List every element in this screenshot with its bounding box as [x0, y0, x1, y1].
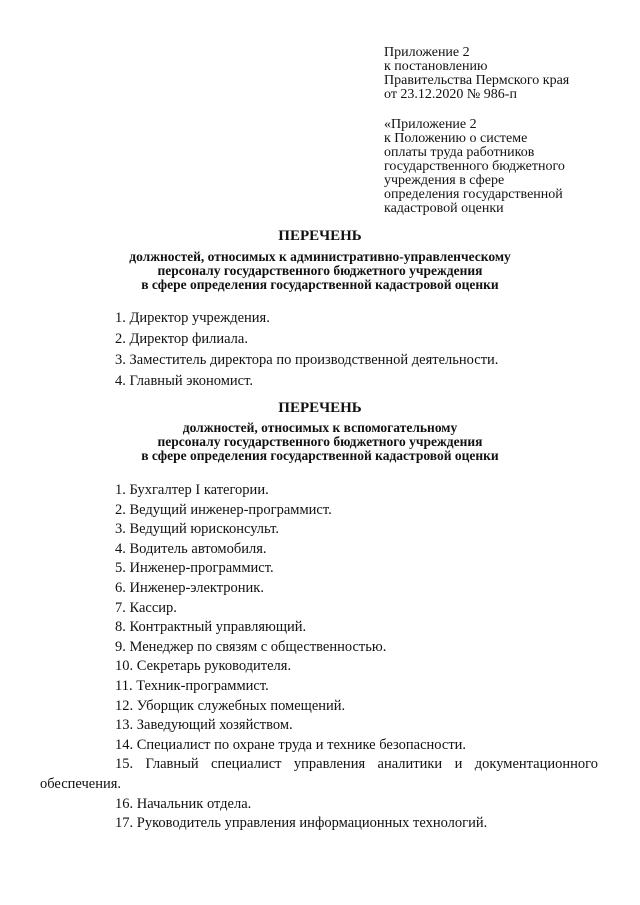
subtitle-line: должностей, относимых к вспомогательному — [182, 420, 458, 435]
section2-title: ПЕРЕЧЕНЬ — [278, 400, 362, 416]
section2-subtitle — [60, 421, 580, 463]
appendix-reference-block — [384, 118, 624, 216]
subtitle-line: должностей, относимых к административно-управленческому — [129, 249, 511, 264]
list-item: 2. Ведущий инженер-программист. — [115, 501, 332, 518]
list-item: 4. Главный экономист. — [115, 373, 253, 389]
header-line: от 23.12.2020 № 986-п — [384, 87, 517, 102]
header-line: Приложение 2 — [384, 45, 470, 60]
list-item: 1. Бухгалтер I категории. — [115, 482, 269, 498]
section1-title: ПЕРЕЧЕНЬ — [278, 228, 362, 244]
section1-list — [0, 308, 640, 392]
section1-subtitle — [60, 250, 580, 292]
appendix-line: к Положению о системе — [384, 131, 528, 146]
subtitle-line: в сфере определения государственной кадастровой оценки — [141, 277, 499, 292]
list-item: 7. Кассир. — [115, 599, 177, 616]
list-item: 2. Директор филиала. — [115, 331, 248, 347]
list-item: 1. Директор учреждения. — [115, 310, 270, 326]
section2-list — [0, 481, 640, 834]
header-line: Правительства Пермского края — [384, 73, 570, 88]
list-item: 6. Инженер-электроник. — [115, 579, 264, 596]
list-item: 14. Специалист по охране труда и технике безопасности. — [115, 736, 467, 753]
appendix-line: «Приложение 2 — [384, 117, 477, 132]
list-item: 3. Ведущий юрисконсульт. — [115, 521, 279, 538]
appendix-line: оплаты труда работников — [384, 145, 535, 160]
appendix-line: кадастровой оценки — [384, 201, 504, 216]
subtitle-line: персоналу государственного бюджетного учреждения — [157, 263, 483, 278]
header-line: к постановлению — [384, 59, 488, 74]
list-item: 17. Руководитель управления информационных технологий. — [115, 815, 488, 832]
list-item: 10. Секретарь руководителя. — [115, 658, 292, 675]
subtitle-line: персоналу государственного бюджетного учреждения — [157, 434, 483, 449]
list-item: 13. Заведующий хозяйством. — [115, 717, 293, 734]
list-item: 11. Техник-программист. — [115, 677, 269, 694]
appendix-line: учреждения в сфере — [384, 173, 505, 188]
list-item: 5. Инженер-программист. — [115, 560, 274, 577]
list-item: 15. Главный специалист управления аналитики и документационного — [115, 756, 598, 773]
list-item: 16. Начальник отдела. — [115, 795, 252, 812]
list-item-continuation: обеспечения. — [40, 775, 122, 792]
list-item: 3. Заместитель директора по производственной деятельности. — [115, 352, 499, 368]
list-item: 8. Контрактный управляющий. — [115, 619, 307, 636]
list-item: 9. Менеджер по связям с общественностью. — [115, 638, 387, 655]
subtitle-line: в сфере определения государственной кадастровой оценки — [141, 448, 499, 463]
appendix-line: государственного бюджетного — [384, 159, 565, 174]
appendix-line: определения государственной — [384, 187, 563, 202]
list-item: 12. Уборщик служебных помещений. — [115, 697, 346, 714]
list-item: 4. Водитель автомобиля. — [115, 540, 267, 557]
header-attachment-block — [384, 46, 624, 102]
